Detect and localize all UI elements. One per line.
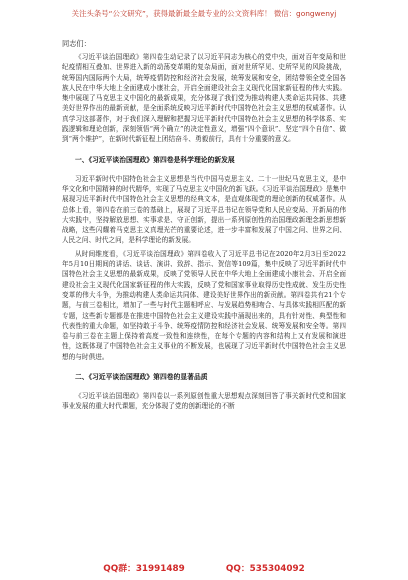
promo-banner: 关注头条号“公文研究”，获得最新最全最专业的公文资料库！ 微信：gongwenyj [71, 9, 337, 18]
contact-footer [0, 561, 408, 577]
qq-group-text: QQ群：31991489 [103, 564, 185, 574]
section-heading-1: 一、《习近平谈治国理政》第四卷是科学理论的新发展 [75, 155, 235, 164]
intro-paragraph: 《习近平谈治国理政》第四卷生动记录了以习近平同志为核心的党中央，面对百年变局和世纪疫情相互叠加、世界进入新的动荡变革期的复杂局面，面对世所罕见、史所罕见的风险挑战，统筹国内国际两个大局，统筹疫情防控和经济社会发展，统筹发展和安全，团结带领全党全国各族人民在中华大地上全面建成小康社会，开启全面建设社会主义现代化国家新征程的伟大实践。集中展现了马克思主义中国化的最新成果，充分体现了我们党为推动构建人类命运共同体、共建美好世界作出的最新贡献，是全面系统反映习近平新时代中国特色社会主义思想的权威著作。认真学习这部著作，对于我们深入理解和把握习近平新时代中国特色社会主义思想的科学体系、实践逻辑和理论创新，深刻领悟“两个确立”的决定性意义，增强“四个意识”、坚定“四个自信”、做到“两个维护”，在新时代新征程上团结奋斗、勇毅前行，具有十分重要的意义。 [62, 53, 346, 144]
section-1-paragraph-2: 从时间维度看，《习近平谈治国理政》第四卷收入了习近平总书记在2020年2月3日至2022年5月10日期间的讲话、谈话、演讲、致辞、指示、贺信等109篇，集中反映了习近平新时代中国特色社会主义思想的最新成果，反映了党领导人民在中华大地上全面建成小康社会、开启全面建设社会主义现代化国家新征程的伟大实践，反映了党和国家事业取得历史性成就、发生历史性变革的伟大斗争，为推动构建人类命运共同体、建设美好世界作出的新贡献。第四卷共有21个专题，与前三卷相比，增加了一些与时代主题相呼应、与发展趋势相吻合、与具体实践相匹配的新专题，这些新专题都是在推进中国特色社会主义建设实践中涌现出来的，具有针对性、典型性和代表性的重大命题，如坚持敢于斗争、统筹疫情防控和经济社会发展、统筹发展和安全等。第四卷与前三卷在主题上保持着高度一致性和连续性，在每个专题的内容和结构上又有发展和演进性，这既体现了中国特色社会主义事业的不断发展，也展现了习近平新时代中国特色社会主义思想的与时俱进。 [62, 249, 346, 361]
document-body [62, 38, 346, 415]
section-1-paragraph-1: 习近平新时代中国特色社会主义思想是当代中国马克思主义、二十一世纪马克思主义，是中华文化和中国精神的时代精华，实现了马克思主义中国化的新飞跃。《习近平谈治国理政》是集中展现习近平新时代中国特色社会主义思想的经典文本，是直观体现党的理论创新的权威著作。从总体上看，第四卷在前三卷的基础上，展现了习近平总书记在领导党和人民应变局、开新局的伟大实践中，坚持解放思想、实事求是、守正创新，提出一系列原创性的治国理政新理念新思想新战略，这些闪耀着马克思主义真理光芒的重要论述，进一步丰富和发展了中国之问、世界之问、人民之问、时代之问，是科学理论的新发展。 [62, 174, 346, 245]
section-2-paragraph-1: 《习近平谈治国理政》第四卷以一系列原创性重大思想观点深刻回答了事关新时代党和国家事业发展的重大时代课题，充分体现了党的创新理论的不断 [62, 392, 346, 411]
greeting: 同志们： [62, 39, 91, 48]
section-heading-2: 二、《习近平谈治国理政》第四卷的显著品质 [75, 373, 208, 382]
qq-text: QQ：535304092 [225, 564, 305, 574]
